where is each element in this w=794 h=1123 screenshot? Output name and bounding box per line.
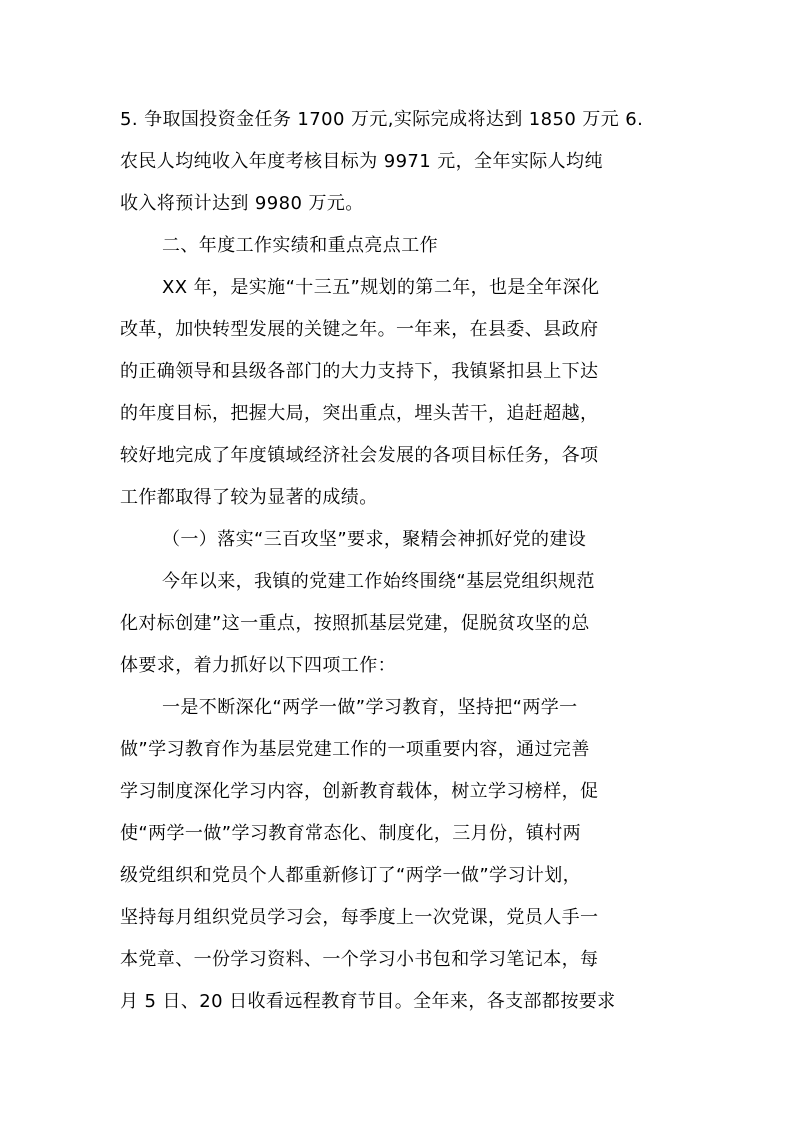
text-line-7: 的正确领导和县级各部门的大力支持下，我镇紧扣县上下达: [120, 361, 599, 382]
subsection-heading: （一）落实“三百攻坚”要求，聚精会神抓好党的建设: [162, 529, 587, 550]
text-line-1: 5. 争取国投资金任务 1700 万元,实际完成将达到 1850 万元 6.: [120, 109, 644, 130]
text-line-20: 坚持每月组织党员学习会，每季度上一次党课，党员人手一: [120, 907, 599, 928]
text-line-3: 收入将预计达到 9980 万元。: [120, 193, 364, 214]
text-line-14: 体要求，着力抓好以下四项工作：: [120, 655, 396, 676]
text-line-19: 级党组织和党员个人都重新修订了“两学一做”学习计划，: [120, 865, 582, 886]
text-line-18: 使“两学一做”学习教育常态化、制度化，三月份，镇村两: [120, 823, 582, 844]
text-line-5: XX 年，是实施“十三五”规划的第二年，也是全年深化: [162, 277, 600, 298]
text-line-15: 一是不断深化“两学一做”学习教育，坚持把“两学一: [162, 697, 578, 718]
text-line-22: 月 5 日、20 日收看远程教育节目。全年来，各支部都按要求: [120, 991, 616, 1012]
text-line-9: 较好地完成了年度镇域经济社会发展的各项目标任务，各项: [120, 445, 599, 466]
text-line-16: 做”学习教育作为基层党建工作的一项重要内容，通过完善: [120, 739, 590, 760]
text-line-21: 本党章、一份学习资料、一个学习小书包和学习笔记本，每: [120, 949, 599, 970]
text-line-12: 今年以来，我镇的党建工作始终围绕“基层党组织规范: [162, 571, 595, 592]
text-line-2: 农民人均纯收入年度考核目标为 9971 元，全年实际人均纯: [120, 151, 603, 172]
text-line-6: 改革，加快转型发展的关键之年。一年来，在县委、县政府: [120, 319, 599, 340]
text-line-13: 化对标创建”这一重点，按照抓基层党建，促脱贫攻坚的总: [120, 613, 590, 634]
section-heading: 二、年度工作实绩和重点亮点工作: [162, 235, 438, 256]
text-line-10: 工作都取得了较为显著的成绩。: [120, 487, 378, 508]
text-line-17: 学习制度深化学习内容，创新教育载体，树立学习榜样，促: [120, 781, 599, 802]
text-line-8: 的年度目标，把握大局，突出重点，埋头苦干，追赶超越，: [120, 403, 599, 424]
